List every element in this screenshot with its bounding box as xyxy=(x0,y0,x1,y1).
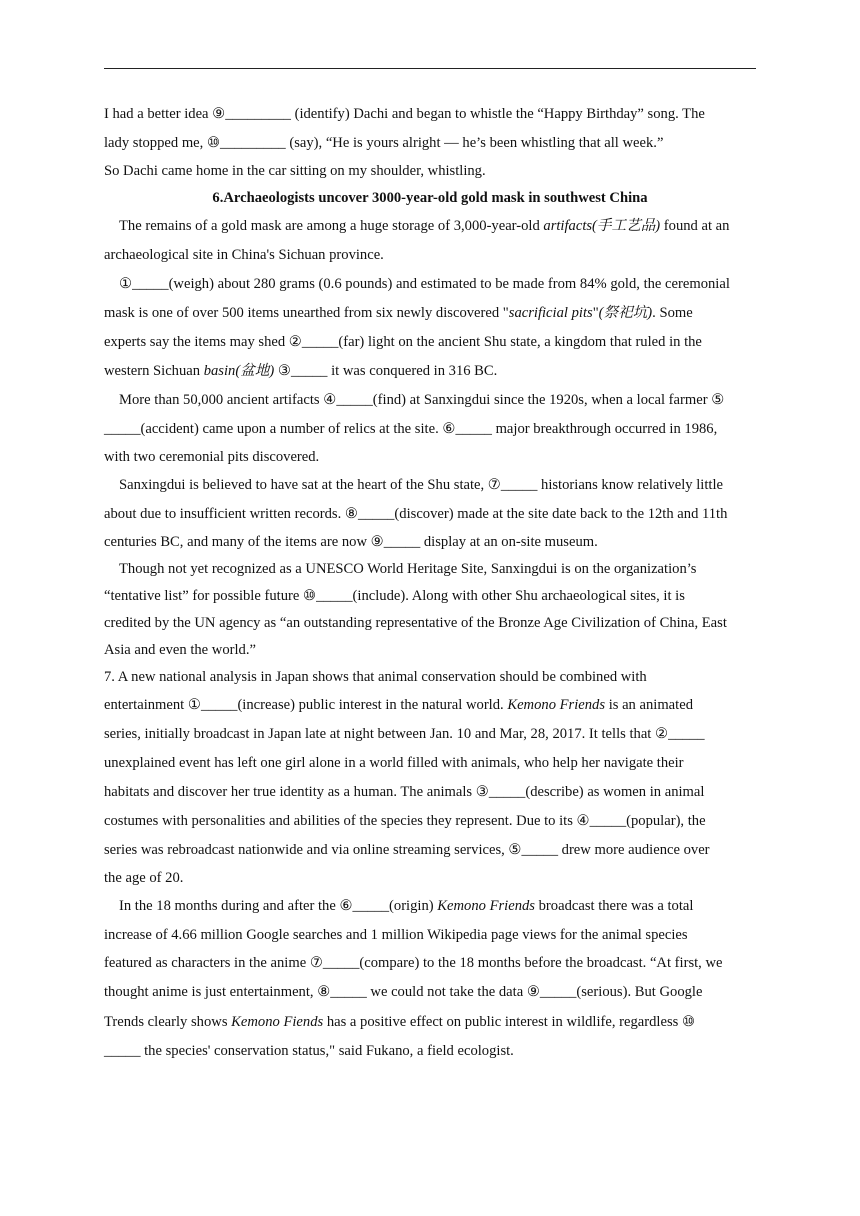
italic-term: basin(盆地) xyxy=(203,363,275,379)
text-run: Trends clearly shows xyxy=(104,1013,232,1030)
text-line: So Dachi came home in the car sitting on my shoulder, whistling. xyxy=(104,163,486,179)
text-line: Asia and even the world.” xyxy=(104,642,256,658)
text-line: featured as characters in the anime ⑦_____(compare) to the 18 months before the broadcast. “At first, we xyxy=(104,954,723,971)
text-line: thought anime is just entertainment, ⑧_____ we could not take the data ⑨_____(serious). But Google xyxy=(104,984,703,1000)
text-run: ③_____ it was conquered in 316 BC. xyxy=(274,363,498,379)
text-line: Sanxingdui is believed to have sat at the heart of the Shu state, ⑦_____ historians know relatively little xyxy=(119,477,724,493)
italic-term: Kemono Friends xyxy=(507,697,606,713)
text-run: has a positive effect on public interest in wildlife, regardless ⑩ xyxy=(323,1013,696,1030)
text-line: about due to insufficient written records. ⑧_____(discover) made at the site date back to the 12th and 11th xyxy=(104,506,728,522)
paragraph xyxy=(104,270,756,386)
text-run: broadcast there was a total xyxy=(534,898,694,914)
text-line: with two ceremonial pits discovered. xyxy=(104,449,320,465)
text-line: credited by the UN agency as “an outstanding representative of the Bronze Age Civilization of China, East xyxy=(104,615,727,631)
paragraph xyxy=(104,556,756,664)
text-line: the age of 20. xyxy=(104,870,184,886)
text-line: experts say the items may shed ②_____(far) light on the ancient Shu state, a kingdom that ruled in the xyxy=(104,334,702,350)
text-line: “tentative list” for possible future ⑩_____(include). Along with other Shu archaeological sites, it is xyxy=(104,588,685,604)
text-line xyxy=(104,1008,756,1038)
text-line xyxy=(104,892,756,922)
text-run: . Some xyxy=(652,305,693,321)
text-line: centuries BC, and many of the items are now ⑨_____ display at an on-site museum. xyxy=(104,534,598,550)
passage-6 xyxy=(104,185,756,664)
text-run: western Sichuan xyxy=(104,363,204,379)
italic-term: sacrificial pits xyxy=(508,305,593,321)
paragraph xyxy=(104,471,756,556)
italic-term: Kemono Friends xyxy=(437,898,535,914)
text-line xyxy=(104,212,756,241)
text-line xyxy=(104,357,756,386)
italic-term: artifacts(手工艺品) xyxy=(543,218,661,234)
paragraph xyxy=(104,664,756,892)
passage-7 xyxy=(104,664,756,1067)
document-body xyxy=(104,100,756,1067)
text-line: lady stopped me, ⑩_________ (say), “He is yours alright — he’s been whistling that all week.” xyxy=(104,135,664,151)
text-line: I had a better idea ⑨_________ (identify) Dachi and began to whistle the “Happy Birthday” song. The xyxy=(104,106,705,122)
paragraph xyxy=(104,212,756,270)
text-run: " xyxy=(592,305,599,321)
text-line: series was rebroadcast nationwide and via online streaming services, ⑤_____ drew more audience over xyxy=(104,842,710,858)
text-line xyxy=(104,299,756,328)
top-passage xyxy=(104,100,756,185)
text-line: series, initially broadcast in Japan late at night between Jan. 10 and Mar, 28, 2017. It tells that ②_____ xyxy=(104,726,705,742)
passage-title: 6.Archaeologists uncover 3000-year-old gold mask in southwest China xyxy=(212,190,648,206)
text-run: mask is one of over 500 items unearthed from six newly discovered " xyxy=(104,305,509,321)
paragraph xyxy=(104,892,756,1067)
text-line: costumes with personalities and abilities of the species they represent. Due to its ④_____(popular), the xyxy=(104,813,706,829)
italic-term: Kemono Fiends xyxy=(231,1013,324,1030)
text-line: _____ the species' conservation status," said Fukano, a field ecologist. xyxy=(104,1043,514,1059)
text-line: 7. A new national analysis in Japan shows that animal conservation should be combined with xyxy=(104,669,647,685)
text-run: entertainment ①_____(increase) public interest in the natural world. xyxy=(104,697,508,713)
text-run: found at an xyxy=(660,218,730,234)
text-line: More than 50,000 ancient artifacts ④_____(find) at Sanxingdui since the 1920s, when a local farmer ⑤ xyxy=(119,392,725,408)
text-run: The remains of a gold mask are among a huge storage of 3,000-year-old xyxy=(119,218,544,234)
text-line: increase of 4.66 million Google searches and 1 million Wikipedia page views for the animal species xyxy=(104,926,688,943)
text-line: Though not yet recognized as a UNESCO World Heritage Site, Sanxingdui is on the organization’s xyxy=(119,561,697,577)
header-rule xyxy=(104,68,756,69)
text-line xyxy=(104,691,756,720)
text-line: ①_____(weigh) about 280 grams (0.6 pounds) and estimated to be made from 84% gold, the ceremonial xyxy=(119,276,730,292)
text-line: _____(accident) came upon a number of relics at the site. ⑥_____ major breakthrough occurred in 1986, xyxy=(104,421,718,437)
text-line: habitats and discover her true identity as a human. The animals ③_____(describe) as women in animal xyxy=(104,784,705,800)
text-run: is an animated xyxy=(605,697,693,713)
text-run: In the 18 months during and after the ⑥_____(origin) xyxy=(119,898,438,914)
italic-term: (祭祀坑) xyxy=(598,305,653,321)
paragraph xyxy=(104,386,756,471)
text-line: unexplained event has left one girl alone in a world filled with animals, who help her navigate their xyxy=(104,755,684,771)
text-line: archaeological site in China's Sichuan province. xyxy=(104,247,384,263)
